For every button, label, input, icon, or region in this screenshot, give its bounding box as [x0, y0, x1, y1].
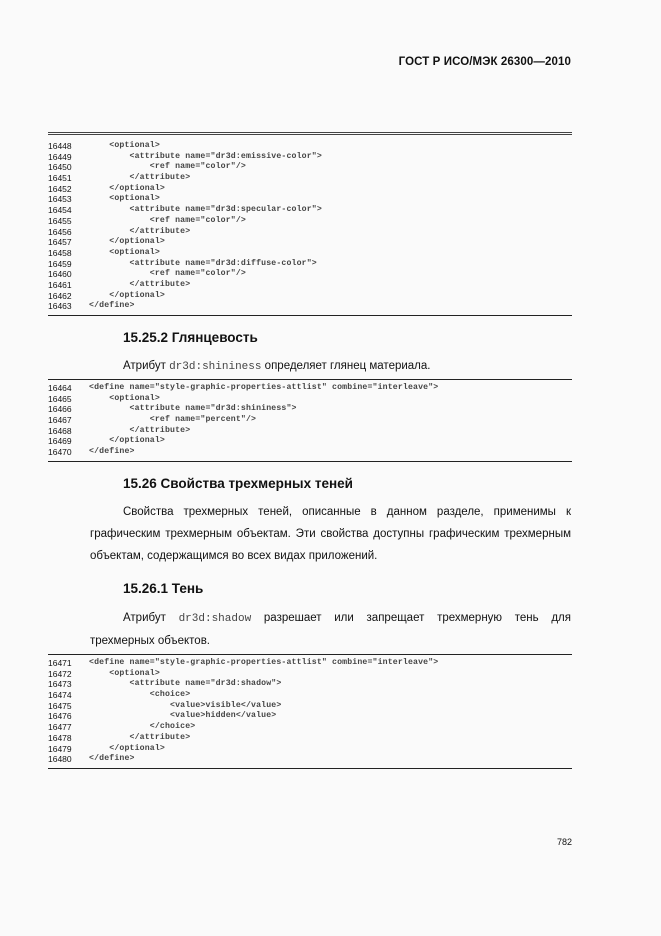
line-number: 16461 [48, 279, 72, 290]
code-line [48, 733, 572, 744]
code-line [48, 754, 572, 765]
paragraph-shininess [90, 355, 571, 378]
line-number: 16463 [48, 301, 72, 312]
double-rule [48, 132, 572, 135]
line-number: 16465 [48, 393, 72, 404]
code-line [48, 669, 572, 680]
code-line [48, 447, 572, 458]
line-number: 16464 [48, 383, 72, 393]
code-line [48, 426, 572, 437]
code-line [48, 404, 572, 415]
code-text: <optional> [89, 247, 160, 257]
standard-header: ГОСТ Р ИСО/МЭК 26300—2010 [398, 56, 571, 68]
code-block-3 [48, 654, 572, 769]
line-number: 16449 [48, 151, 72, 162]
code-text: </attribute> [89, 732, 191, 742]
code-text: <attribute name="dr3d:diffuse-color"> [89, 258, 317, 268]
line-number: 16451 [48, 173, 72, 184]
code-line [48, 383, 572, 394]
line-number: 16467 [48, 415, 72, 426]
code-line [48, 141, 572, 152]
code-line [48, 259, 572, 270]
code-line [48, 152, 572, 163]
line-number: 16457 [48, 237, 72, 248]
code-line [48, 436, 572, 447]
code-text: </define> [89, 447, 135, 457]
code-line [48, 184, 572, 195]
paragraph-text: разрешает или запрещает трехмерную тень для трехмерных объектов. [90, 612, 571, 647]
line-number: 16453 [48, 194, 72, 205]
code-text: <optional> [89, 194, 160, 204]
line-number: 16462 [48, 290, 72, 301]
code-text: <attribute name="dr3d:specular-color"> [89, 205, 322, 215]
line-number: 16478 [48, 732, 72, 743]
code-line [48, 744, 572, 755]
code-line [48, 658, 572, 669]
attribute-code: dr3d:shininess [169, 361, 262, 373]
code-text: <ref name="color"/> [89, 162, 246, 172]
code-line [48, 173, 572, 184]
code-text: <optional> [89, 668, 160, 678]
code-text: </optional> [89, 183, 165, 193]
paragraph-text: Свойства трехмерных теней, описанные в данном разделе, применимы к графическим трехмерным объектам. Эти свойства доступны графическим трехмерным объектам, содержащимся во всех видах приложений. [90, 506, 571, 562]
code-text: </attribute> [89, 279, 191, 289]
code-line [48, 248, 572, 259]
code-text: </attribute> [89, 425, 191, 435]
code-text: </attribute> [89, 226, 191, 236]
code-block-2 [48, 379, 572, 462]
paragraph-shadow-attribute [90, 607, 571, 652]
line-number: 16466 [48, 404, 72, 415]
code-line [48, 162, 572, 173]
line-number: 16450 [48, 162, 72, 173]
section-heading-15-26: 15.26 Свойства трехмерных теней [123, 476, 353, 491]
code-line [48, 205, 572, 216]
line-number: 16480 [48, 754, 72, 765]
line-number: 16477 [48, 722, 72, 733]
code-block-1 [48, 132, 572, 316]
code-text: <value>hidden</value> [89, 711, 277, 721]
line-number: 16470 [48, 447, 72, 458]
code-text: <ref name="percent"/> [89, 415, 257, 425]
paragraph-shadow-properties [90, 501, 571, 567]
section-heading-15-25-2: 15.25.2 Глянцевость [123, 330, 258, 345]
code-line [48, 227, 572, 238]
code-text: </define> [89, 754, 135, 764]
code-text: <optional> [89, 141, 160, 150]
code-text: <choice> [89, 690, 191, 700]
section-heading-15-26-1: 15.26.1 Тень [123, 581, 204, 596]
code-text: </attribute> [89, 173, 191, 183]
code-line [48, 291, 572, 302]
line-number: 16479 [48, 743, 72, 754]
attribute-code: dr3d:shadow [178, 613, 252, 625]
line-number: 16468 [48, 425, 72, 436]
code-text: <ref name="color"/> [89, 215, 246, 225]
page-number: 782 [557, 837, 573, 847]
line-number: 16476 [48, 711, 72, 722]
line-number: 16469 [48, 436, 72, 447]
line-number: 16455 [48, 215, 72, 226]
code-line [48, 280, 572, 291]
code-line [48, 679, 572, 690]
code-text: <optional> [89, 393, 160, 403]
line-number: 16460 [48, 269, 72, 280]
code-text: <define name="style-graphic-properties-attlist" combine="interleave"> [89, 383, 439, 392]
code-text: <attribute name="dr3d:emissive-color"> [89, 151, 322, 161]
line-number: 16474 [48, 690, 72, 701]
code-line [48, 216, 572, 227]
code-line [48, 194, 572, 205]
code-text: </choice> [89, 722, 196, 732]
code-text: </optional> [89, 237, 165, 247]
line-number: 16454 [48, 205, 72, 216]
code-text: </optional> [89, 290, 165, 300]
code-line [48, 394, 572, 405]
line-number: 16458 [48, 247, 72, 258]
paragraph-text: определяет глянец материала. [261, 360, 431, 372]
code-line [48, 722, 572, 733]
paragraph-text: Атрибут [123, 360, 170, 372]
code-line [48, 269, 572, 280]
line-number: 16472 [48, 668, 72, 679]
line-number: 16473 [48, 679, 72, 690]
line-number: 16471 [48, 658, 72, 668]
code-text: <value>visible</value> [89, 700, 282, 710]
code-line [48, 701, 572, 712]
line-number: 16459 [48, 258, 72, 269]
code-text: </define> [89, 301, 135, 311]
code-line [48, 690, 572, 701]
code-text: <attribute name="dr3d:shininess"> [89, 404, 297, 414]
code-text: <attribute name="dr3d:shadow"> [89, 679, 282, 689]
code-line [48, 415, 572, 426]
paragraph-text: Атрибут [123, 612, 179, 624]
code-text: </optional> [89, 436, 165, 446]
code-line [48, 237, 572, 248]
code-text: <define name="style-graphic-properties-attlist" combine="interleave"> [89, 658, 439, 667]
code-line [48, 301, 572, 312]
code-text: </optional> [89, 743, 165, 753]
line-number: 16456 [48, 226, 72, 237]
line-number: 16448 [48, 141, 72, 151]
line-number: 16475 [48, 700, 72, 711]
code-line [48, 711, 572, 722]
code-text: <ref name="color"/> [89, 269, 246, 279]
line-number: 16452 [48, 183, 72, 194]
